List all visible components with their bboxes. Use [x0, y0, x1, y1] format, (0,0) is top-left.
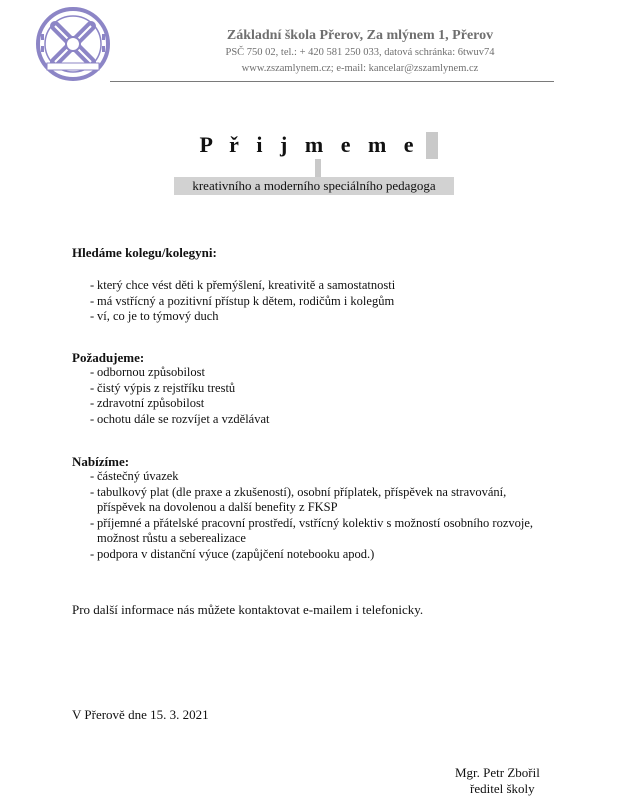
school-contact-line: PSČ 750 02, tel.: + 420 581 250 033, datová schránka: 6twuv74 [225, 47, 495, 58]
section-title-requirements: Požadujeme: [72, 350, 145, 365]
page-title [193, 132, 431, 160]
list-dash: - [90, 278, 95, 292]
list-dash: - [90, 515, 95, 530]
school-crest-icon [33, 6, 113, 82]
header-divider [110, 81, 554, 82]
list-dash: - [90, 484, 95, 499]
list-item: - příjemné a přátelské pracovní prostředí, vstřícný kolektiv s možností osobního rozvoje, možnost růstu a seberealizace [90, 515, 534, 545]
signatory-role: ředitel školy [470, 781, 535, 796]
title-highlight [426, 132, 438, 159]
list-dash: - [90, 293, 95, 308]
list-dash: - [90, 546, 95, 561]
school-name: Základní škola Přerov, Za mlýnem 1, Přerov [226, 28, 494, 43]
signatory-name: Mgr. Petr Zbořil [455, 765, 540, 780]
title-highlight-stem [315, 159, 321, 177]
section-title-seeking: Hledáme kolegu/kolegyni: [72, 245, 217, 260]
offer-list [72, 469, 542, 562]
page-title-text: P ř i j m e m e [199, 132, 420, 157]
requirements-list [72, 365, 492, 427]
list-item: - který chce vést děti k přemýšlení, kreativitě a samostatnosti [90, 278, 396, 292]
list-item: - ví, co je to týmový duch [90, 309, 219, 323]
list-item: - odbornou způsobilost [90, 365, 205, 379]
section-title-offer: Nabízíme: [72, 454, 130, 469]
list-item: - částečný úvazek [90, 469, 179, 483]
list-item: - čistý výpis z rejstříku trestů [90, 380, 236, 395]
contact-sentence: Pro další informace nás můžete kontaktovat e-mailem i telefonicky. [72, 602, 424, 617]
school-web-line: www.zszamlynem.cz; e-mail: kancelar@zszamlynem.cz [241, 63, 479, 74]
list-item: - ochotu dále se rozvíjet a vzdělávat [90, 411, 270, 426]
list-dash: - [90, 396, 95, 410]
list-dash: - [90, 380, 95, 395]
date-line: V Přerově dne 15. 3. 2021 [72, 707, 209, 722]
list-item: - má vstřícný a pozitivní přístup k dětem, rodičům i kolegům [90, 293, 395, 308]
list-dash: - [90, 365, 95, 379]
list-item: - tabulkový plat (dle praxe a zkušeností), osobní příplatek, příspěvek na stravování, příspěvek na dovolenou a další benefity z FKSP [90, 484, 507, 514]
list-item: - zdravotní způsobilost [90, 396, 205, 410]
list-dash: - [90, 309, 95, 323]
seeking-list [72, 278, 492, 325]
page-subtitle: kreativního a moderního speciálního pedagoga [174, 177, 454, 195]
heading-container [0, 132, 625, 160]
list-dash: - [90, 411, 95, 426]
list-dash: - [90, 469, 95, 483]
list-item: - podpora v distanční výuce (zapůjčení notebooku apod.) [90, 546, 375, 561]
